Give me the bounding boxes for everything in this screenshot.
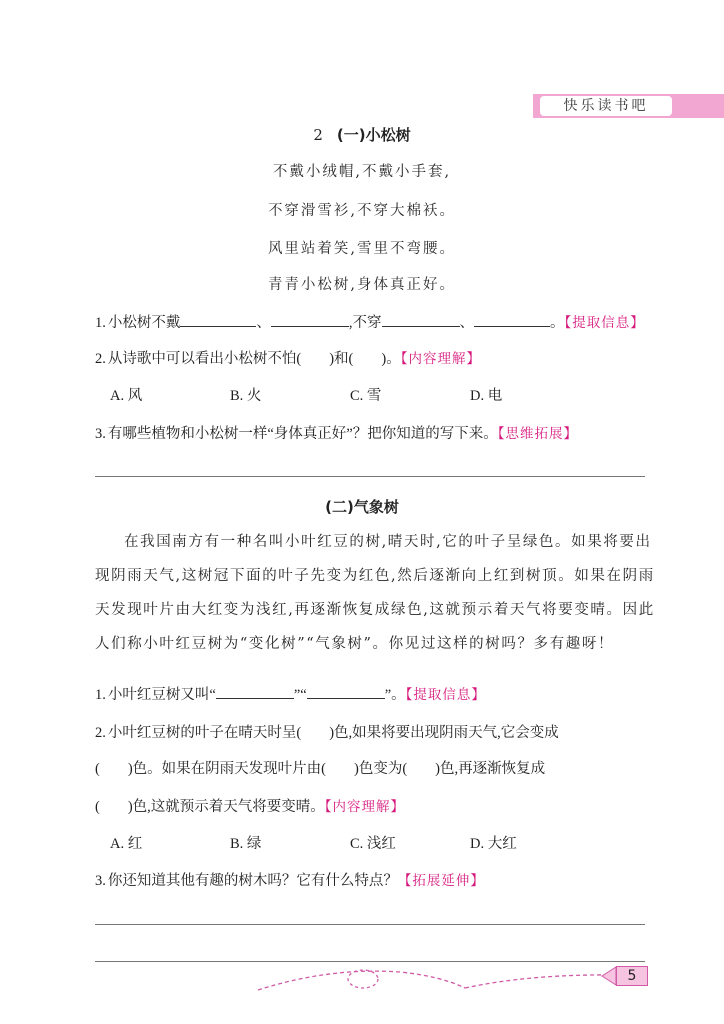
- section-label: 快乐读书吧: [540, 96, 672, 116]
- part1-question-1: 1. 小松树不戴 、 ,不穿 、 。【提取信息】: [95, 311, 645, 332]
- skill-tag: 【提取信息】: [564, 315, 645, 331]
- lesson-number: 2: [313, 126, 323, 144]
- part2-question-2-line3: ( )色,这就预示着天气将要变晴。【内容理解】: [95, 799, 406, 815]
- poem-line: 不穿滑雪衫,不穿大棉袄。: [267, 203, 457, 219]
- answer-blank[interactable]: [382, 312, 460, 327]
- part1-title-text: (一)小松树: [336, 126, 411, 144]
- part2-q2-options: [110, 832, 590, 853]
- option-b[interactable]: B. 绿: [230, 836, 262, 852]
- skill-tag: 【思维拓展】: [497, 426, 578, 442]
- skill-tag: 【内容理解】: [400, 351, 481, 367]
- part2-question-1: 1. 小叶红豆树又叫“ ”“ ”。【提取信息】: [95, 683, 486, 704]
- answer-blank[interactable]: [474, 312, 550, 327]
- page-number: 5: [616, 966, 648, 986]
- answer-blank[interactable]: [271, 312, 349, 327]
- option-a[interactable]: A. 红: [110, 836, 143, 852]
- part1-question-3: 3. 有哪些植物和小松树一样“身体真正好”？把你知道的写下来。【思维拓展】: [95, 426, 578, 442]
- answer-line[interactable]: [95, 924, 645, 925]
- answer-blank[interactable]: [180, 312, 256, 327]
- skill-tag: 【拓展延伸】: [397, 873, 485, 889]
- part2-question-2: 2. 小叶红豆树的叶子在晴天时呈( )色,如果将要出现阴雨天气,它会变成: [95, 725, 559, 741]
- option-d[interactable]: D. 电: [470, 388, 503, 404]
- part1-q2-options: [110, 384, 590, 405]
- part1-title: [0, 124, 724, 145]
- part1-question-2: 2. 从诗歌中可以看出小松树不怕( )和( )。【内容理解】: [95, 351, 481, 367]
- option-c[interactable]: C. 雪: [350, 388, 382, 404]
- poem-line: 不戴小绒帽,不戴小手套,: [272, 164, 452, 180]
- answer-blank[interactable]: [307, 684, 385, 699]
- part2-question-3: 3. 你还知道其他有趣的树木吗？它有什么特点？【拓展延伸】: [95, 873, 485, 889]
- answer-blank[interactable]: [216, 684, 294, 699]
- option-a[interactable]: A. 风: [110, 388, 143, 404]
- passage-paragraph: 在我国南方有一种名叫小叶红豆的树,晴天时,它的叶子呈绿色。如果将要出现阴雨天气,这树冠下面的叶子先变为红色,然后逐渐向上红到树顶。如果在阴雨天发现叶片由大红变为浅红,再逐渐恢复成绿色,这就预示着天气将要变晴。因此人们称小叶红豆树为“变化树”“气象树”。你见过这样的树吗？多有趣呀！: [95, 534, 655, 652]
- option-d[interactable]: D. 大红: [470, 836, 517, 852]
- poem-line: 青青小松树,身体真正好。: [267, 277, 457, 293]
- skill-tag: 【内容理解】: [324, 799, 406, 815]
- decorative-dashed-swirl-icon: [240, 962, 620, 1002]
- part2-title: (二)气象树: [325, 498, 399, 516]
- option-b[interactable]: B. 火: [230, 388, 262, 404]
- option-c[interactable]: C. 浅红: [350, 836, 396, 852]
- page-tab-arrow-icon: [600, 966, 617, 986]
- part2-question-2-line2: ( )色。如果在阴雨天发现叶片由( )色变为( )色,再逐渐恢复成: [95, 761, 546, 777]
- poem-line: 风里站着笑,雪里不弯腰。: [267, 241, 457, 257]
- skill-tag: 【提取信息】: [405, 687, 486, 703]
- answer-line[interactable]: [95, 476, 645, 477]
